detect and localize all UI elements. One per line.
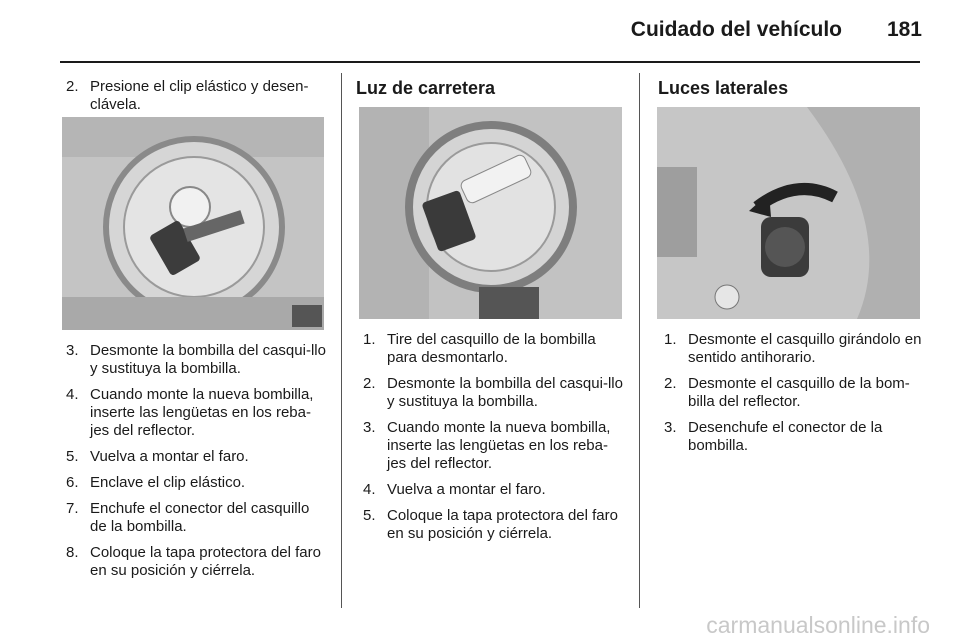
column-1 <box>66 78 326 122</box>
step-number: 1. <box>664 331 677 348</box>
page-header <box>0 0 960 62</box>
step-number: 8. <box>66 544 79 561</box>
step-text: Desmonte el casquillo girándolo en sentido antihorario. <box>688 331 922 366</box>
step-list <box>664 331 926 455</box>
list-item <box>66 500 328 536</box>
list-item <box>363 507 625 543</box>
list-item <box>363 481 625 499</box>
list-item <box>664 331 926 367</box>
step-text: Vuelva a montar el faro. <box>90 448 249 465</box>
step-list-top <box>66 78 326 114</box>
step-number: 3. <box>664 419 677 436</box>
list-item <box>66 448 328 466</box>
section-heading-high-beam: Luz de carretera <box>356 78 496 98</box>
step-text: Desmonte la bombilla del casqui-llo y sustituya la bombilla. <box>90 342 326 377</box>
step-text: Desmonte la bombilla del casqui-llo y sustituya la bombilla. <box>387 375 623 410</box>
column-divider-1 <box>341 73 342 608</box>
column-3 <box>658 78 928 100</box>
list-item <box>66 78 326 114</box>
step-number: 2. <box>66 78 79 95</box>
list-item <box>66 386 328 440</box>
step-text: Enchufe el conector del casquillo de la bombilla. <box>90 500 310 535</box>
step-number: 3. <box>66 342 79 359</box>
step-number: 5. <box>363 507 376 524</box>
list-item <box>66 474 328 492</box>
column-3-steps <box>664 331 926 463</box>
column-2 <box>356 78 626 100</box>
section-heading-side-lights: Luces laterales <box>658 78 789 98</box>
header-rule <box>60 61 920 63</box>
column-1-steps <box>66 342 328 588</box>
step-text: Vuelva a montar el faro. <box>387 481 546 498</box>
step-number: 1. <box>363 331 376 348</box>
column-2-steps <box>363 331 625 551</box>
step-number: 2. <box>363 375 376 392</box>
column-divider-2 <box>639 73 640 608</box>
step-text: Coloque la tapa protectora del faro en su posición y ciérrela. <box>387 507 618 542</box>
section-title: Cuidado del vehículo <box>630 18 842 41</box>
step-number: 5. <box>66 448 79 465</box>
step-text: Cuando monte la nueva bombilla, inserte las lengüetas en los reba-jes del reflector. <box>90 386 314 439</box>
step-text: Desenchufe el conector de la bombilla. <box>688 419 883 454</box>
step-text: Enclave el clip elástico. <box>90 474 246 491</box>
step-list <box>66 342 328 580</box>
list-item <box>66 342 328 378</box>
side-light-bulb-photo <box>657 107 920 319</box>
high-beam-bulb-photo <box>359 107 622 319</box>
list-item <box>66 544 328 580</box>
watermark: carmanualsonline.info <box>706 612 930 638</box>
list-item <box>363 331 625 367</box>
list-item <box>664 419 926 455</box>
step-number: 2. <box>664 375 677 392</box>
step-text: Presione el clip elástico y desen-clávela. <box>90 78 309 113</box>
page-number: 181 <box>886 18 922 41</box>
step-number: 3. <box>363 419 376 436</box>
step-number: 4. <box>66 386 79 403</box>
step-number: 6. <box>66 474 79 491</box>
list-item <box>363 375 625 411</box>
step-text: Coloque la tapa protectora del faro en su posición y ciérrela. <box>90 544 321 579</box>
headlamp-bulb-photo <box>62 117 324 330</box>
step-text: Tire del casquillo de la bombilla para desmontarlo. <box>387 331 596 366</box>
list-item <box>664 375 926 411</box>
step-list <box>363 331 625 543</box>
step-number: 7. <box>66 500 79 517</box>
step-text: Cuando monte la nueva bombilla, inserte las lengüetas en los reba-jes del reflector. <box>387 419 611 472</box>
step-text: Desmonte el casquillo de la bom-billa del reflector. <box>688 375 910 410</box>
step-number: 4. <box>363 481 376 498</box>
list-item <box>363 419 625 473</box>
